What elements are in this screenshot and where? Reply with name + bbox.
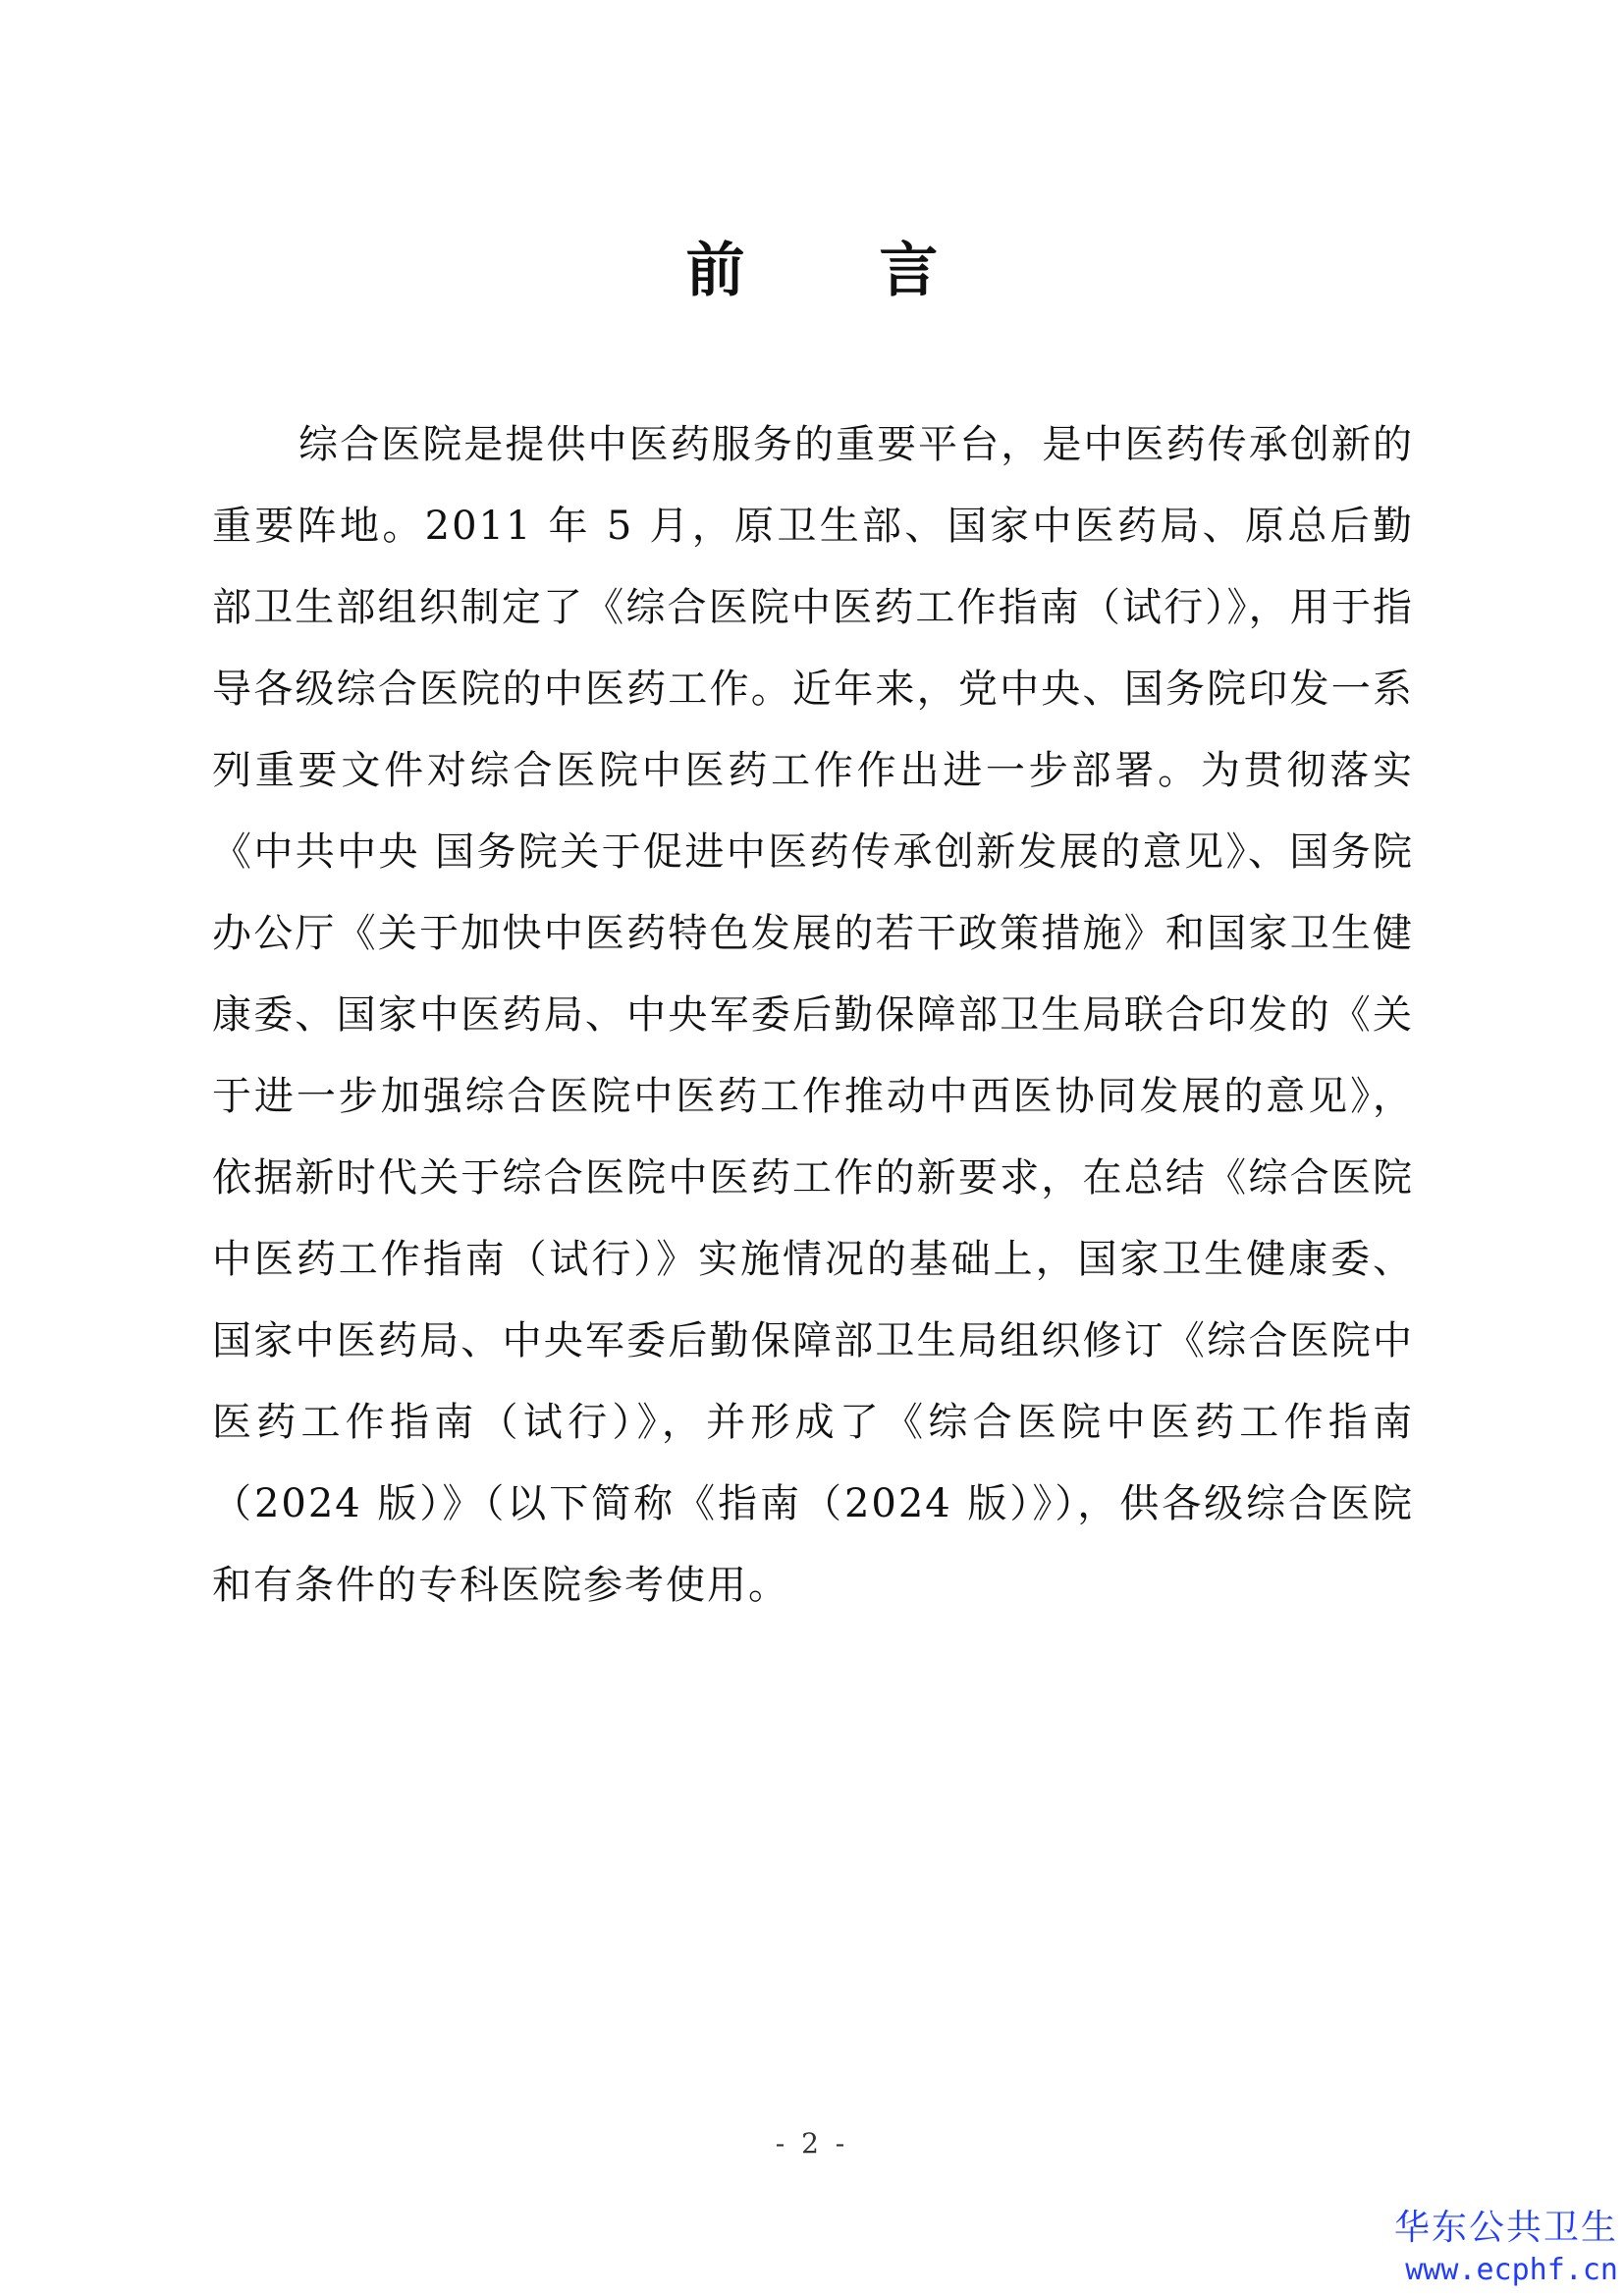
- page-number: - 2 -: [775, 2127, 849, 2160]
- page-title: 前 言: [685, 237, 996, 305]
- watermark: [1394, 2206, 1618, 2290]
- watermark-name: 华东公共卫生: [1393, 2208, 1618, 2248]
- watermark-url: www.ecphf.cn: [1405, 2253, 1618, 2287]
- preface-paragraph: 综合医院是提供中医药服务的重要平台，是中医药传承创新的重要阵地。2011 年 5 月，原卫生部、国家中医药局、原总后勤部卫生部组织制定了《综合医院中医药工作指南（试行）》，用于指导各级综合医院的中医药工作。近年来，党中央、国务院印发一系列重要文件对综合医院中医药工作作出进一步部署。为贯彻落实《中共中央 国务院关于促进中医药传承创新发展的意见》、国务院办公厅《关于加快中医药特色发展的若干政策措施》和国家卫生健康委、国家中医药局、中央军委后勤保障部卫生局联合印发的《关于进一步加强综合医院中医药工作推动中西医协同发展的意见》，依据新时代关于综合医院中医药工作的新要求，在总结《综合医院中医药工作指南（试行）》实施情况的基础上，国家卫生健康委、国家中医药局、中央军委后勤保障部卫生局组织修订《综合医院中医药工作指南（试行）》，并形成了《综合医院中医药工作指南（2024 版）》（以下简称《指南（2024 版）》），供各级综合医院和有条件的专科医院参考使用。: [212, 422, 1414, 1608]
